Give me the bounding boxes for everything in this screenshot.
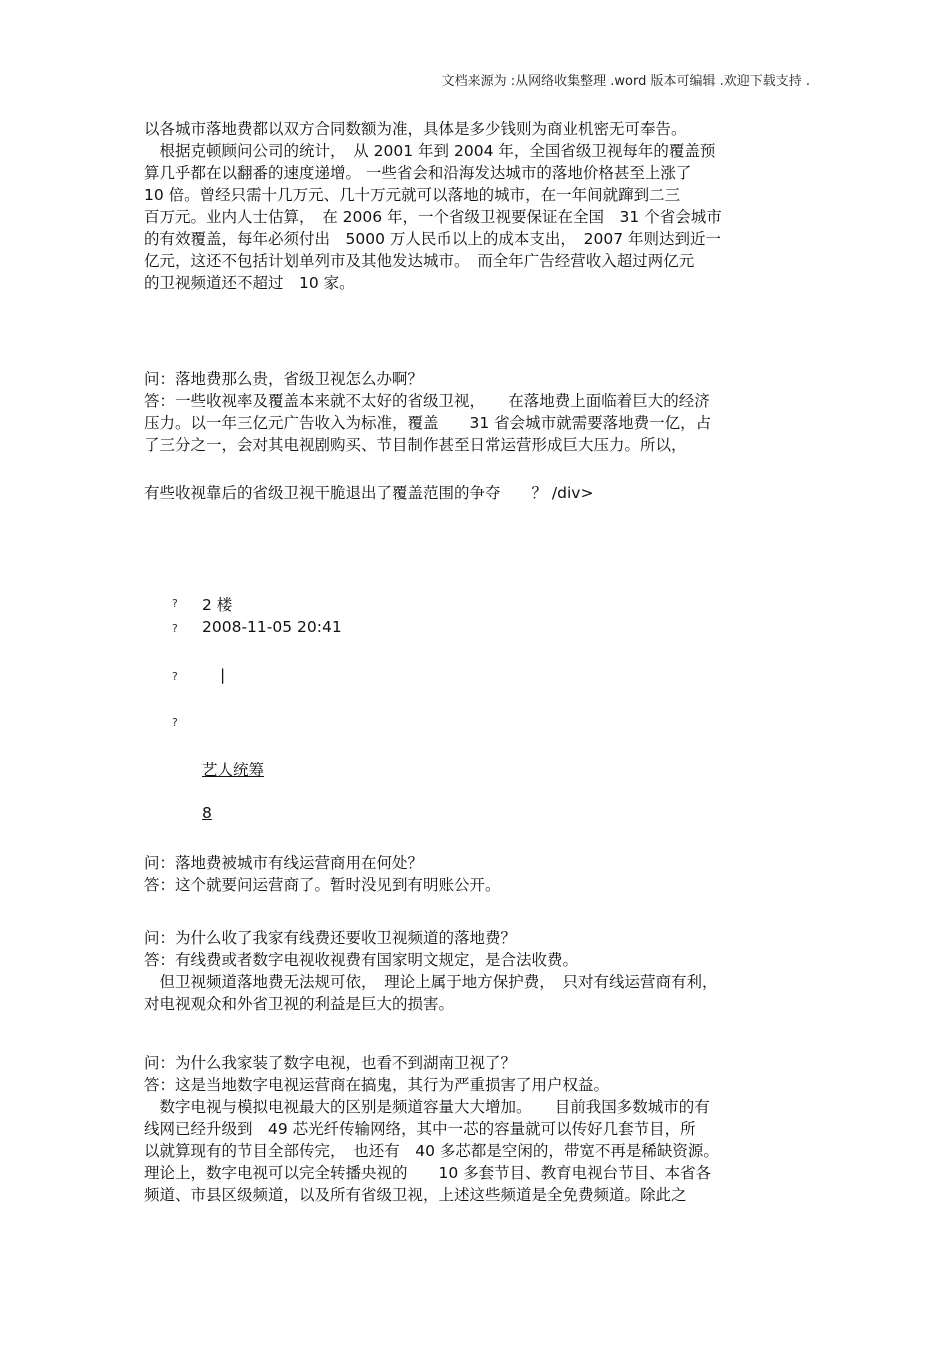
author-link[interactable]: 艺人统筹 bbox=[202, 761, 265, 779]
qa-digital-tv-hunan bbox=[144, 1052, 814, 1206]
bullet-icon: ? bbox=[172, 716, 178, 729]
text-line: 频道、市县区级频道，以及所有省级卫视，上述这些频道是全免费频道。除此之 bbox=[144, 1186, 687, 1204]
qa-landing-fee-expensive bbox=[144, 368, 814, 456]
answer-line: 答：这个就要问运营商了。暂时没见到有明账公开。 bbox=[144, 876, 501, 894]
text-line: 百万元。业内人士估算， 在 2006 年，一个省级卫视要保证在全国 31 个省会城市 bbox=[144, 208, 722, 226]
text-line: 10 倍。曾经只需十几万元、几十万元就可以落地的城市，在一年间就蹿到二三 bbox=[144, 186, 681, 204]
text-line: 理论上，数字电视可以完全转播央视的 10 多套节目、教育电视台节目、本省各 bbox=[144, 1164, 712, 1182]
text-line: 根据克顿顾问公司的统计， 从 2001 年到 2004 年，全国省级卫视每年的覆盖预 bbox=[144, 142, 716, 160]
answer-line: 答：一些收视率及覆盖本来就不太好的省级卫视， 在落地费上面临着巨大的经济 bbox=[144, 392, 710, 410]
question-line: 问：为什么我家装了数字电视，也看不到湖南卫视了？ bbox=[144, 1054, 517, 1072]
question-line: 问：为什么收了我家有线费还要收卫视频道的落地费？ bbox=[144, 929, 517, 947]
count-link[interactable]: 8 bbox=[202, 804, 212, 822]
text-line: 有些收视靠后的省级卫视干脆退出了覆盖范围的争夺 ？ /div> bbox=[144, 484, 594, 502]
text-line: 但卫视频道落地费无法规可依， 理论上属于地方保护费， 只对有线运营商有利， bbox=[144, 973, 718, 991]
floor-number: 2 楼 bbox=[202, 596, 233, 614]
text-line: 算几乎都在以翻番的速度递增。 一些省会和沿海发达城市的落地价格甚至上涨了 bbox=[144, 164, 692, 182]
text-line: 以就算现有的节目全部传完， 也还有 40 多芯都是空闲的，带宽不再是稀缺资源。 bbox=[144, 1142, 719, 1160]
document-source-header: 文档来源为 :从网络收集整理 .word 版本可编辑 .欢迎下载支持 . bbox=[441, 74, 810, 89]
answer-line: 答：有线费或者数字电视收视费有国家明文规定，是合法收费。 bbox=[144, 951, 579, 969]
text-line: 的卫视频道还不超过 10 家。 bbox=[144, 274, 355, 292]
bullet-icon: ? bbox=[172, 597, 178, 610]
text-line: 亿元，这还不包括计划单列市及其他发达城市。 而全年广告经营收入超过两亿元 bbox=[144, 252, 695, 270]
text-line: 的有效覆盖，每年必须付出 5000 万人民币以上的成本支出， 2007 年则达到近一 bbox=[144, 230, 721, 248]
paragraph-landing-fee-statistics bbox=[144, 118, 814, 294]
text-line: 线网已经升级到 49 芯光纤传输网络，其中一芯的容量就可以传好几套节目，所 bbox=[144, 1120, 696, 1138]
text-line: 数字电视与模拟电视最大的区别是频道容量大大增加。 目前我国多数城市的有 bbox=[144, 1098, 710, 1116]
post-datetime: 2008-11-05 20:41 bbox=[202, 618, 342, 636]
text-line: 了三分之一，会对其电视剧购买、节目制作甚至日常运营形成巨大压力。所以， bbox=[144, 436, 687, 454]
text-line: 对电视观众和外省卫视的利益是巨大的损害。 bbox=[144, 995, 455, 1013]
text-line: 压力。以一年三亿元广告收入为标准，覆盖 31 省会城市就需要落地费一亿，占 bbox=[144, 414, 712, 432]
bullet-icon: ? bbox=[172, 670, 178, 683]
qa-cable-fee-and-landing-fee bbox=[144, 927, 814, 1015]
question-line: 问：落地费被城市有线运营商用在何处？ bbox=[144, 854, 424, 872]
qa-landing-fee-usage bbox=[144, 852, 814, 896]
bullet-icon: ? bbox=[172, 622, 178, 635]
question-line: 问：落地费那么贵，省级卫视怎么办啊？ bbox=[144, 370, 424, 388]
separator: | bbox=[220, 666, 226, 684]
qa-landing-fee-expensive-end bbox=[144, 482, 814, 504]
answer-line: 答：这是当地数字电视运营商在搞鬼，其行为严重损害了用户权益。 bbox=[144, 1076, 610, 1094]
text-line: 以各城市落地费都以双方合同数额为准，具体是多少钱则为商业机密无可奉告。 bbox=[144, 120, 687, 138]
